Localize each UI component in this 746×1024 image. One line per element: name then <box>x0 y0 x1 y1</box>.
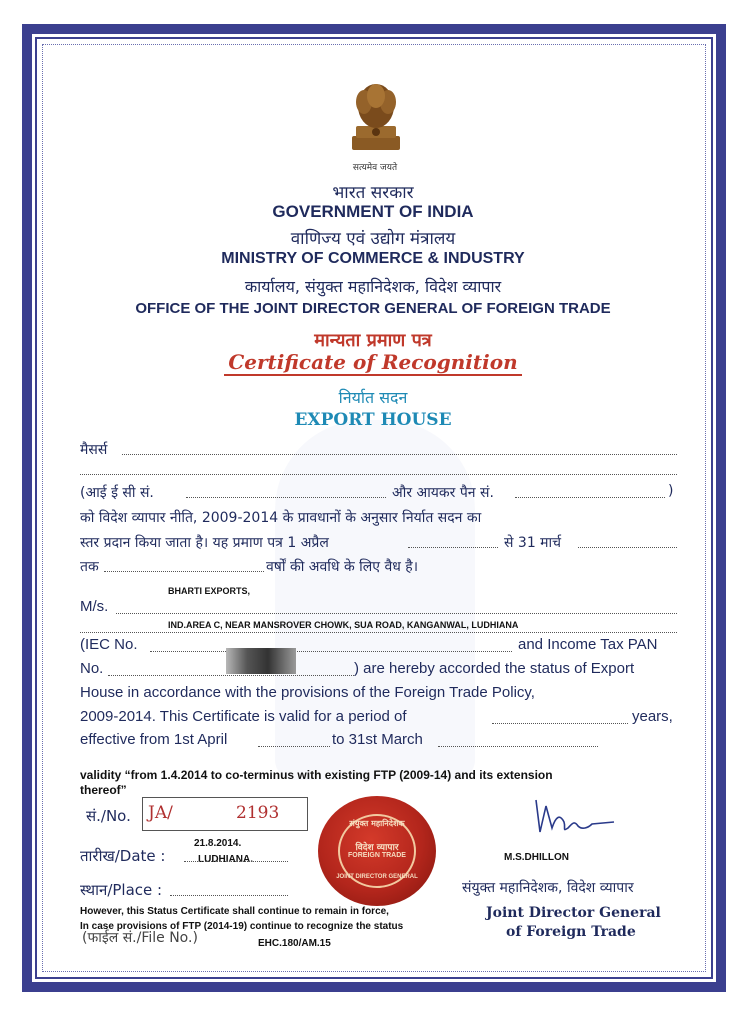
government-title: GOVERNMENT OF INDIA <box>272 202 474 221</box>
seal-mid-english: FOREIGN TRADE <box>348 852 406 859</box>
seal-bottom-text: JOINT DIRECTOR GENERAL <box>336 874 418 880</box>
office-title: OFFICE OF THE JOINT DIRECTOR GENERAL OF FOREIGN TRADE <box>135 300 611 317</box>
wax-seal <box>318 796 436 906</box>
signature-icon <box>530 792 620 842</box>
policy-text: House in accordance with the provisions of the Foreign Trade Policy, <box>80 684 535 701</box>
date-line <box>184 861 288 862</box>
validity-note-line2: thereof” <box>80 783 127 797</box>
firm-name: BHARTI EXPORTS, <box>168 586 251 596</box>
hindi-pan-line <box>515 497 665 498</box>
hindi-pan-label: और आयकर पैन सं. <box>392 485 494 501</box>
march-line <box>438 746 598 747</box>
hindi-validity-start: स्तर प्रदान किया जाता है। यह प्रमाण पत्र 1 अप्रैल <box>80 535 329 551</box>
hindi-policy-line: को विदेश व्यापार नीति, 2009-2014 के प्रावधानों के अनुसार निर्यात सदन का <box>80 510 482 526</box>
status-title: EXPORT HOUSE <box>294 410 452 430</box>
designation-line2: of Foreign Trade <box>506 924 636 940</box>
seal-mid-hindi: विदेश व्यापार <box>355 843 399 853</box>
date-place: LUDHIANA. <box>198 854 253 865</box>
certificate-title <box>0 350 746 374</box>
serial-label: सं./No. <box>86 807 131 825</box>
remain-in-force-note: However, this Status Certificate shall continue to remain in force, <box>80 906 389 917</box>
certificate-title-text: Certificate of Recognition <box>224 350 521 376</box>
emblem-motto: सत्यमेव जयते <box>352 163 398 173</box>
hindi-status-title: निर्यात सदन <box>338 388 408 407</box>
hindi-until-label: तक <box>80 559 99 575</box>
hindi-paren-close: ) <box>668 483 674 499</box>
redacted-pan <box>226 648 296 674</box>
hindi-march-label: से 31 मार्च <box>504 535 562 551</box>
serial-number: 2193 <box>236 803 280 823</box>
to-march-text: to 31st March <box>332 731 423 748</box>
validity-period-text: 2009-2014. This Certificate is valid for a period of <box>80 708 407 725</box>
file-label: (फाईल सं./File No.) <box>82 930 198 946</box>
designation-line1: Joint Director General <box>486 905 661 921</box>
hindi-until-line <box>104 571 264 572</box>
place-label: स्थान/Place : <box>80 881 163 899</box>
accorded-text: ) are hereby accorded the status of Export <box>354 660 635 677</box>
iec-label: (IEC No. <box>80 636 138 653</box>
pan-number-line <box>108 675 354 676</box>
pan-label: and Income Tax PAN <box>518 636 658 653</box>
hindi-messrs-line <box>122 454 677 455</box>
hindi-iec-label: (आई ई सी सं. <box>80 485 154 501</box>
validity-note-line1: validity “from 1.4.2014 to co-terminus with existing FTP (2009-14) and its extension <box>80 768 553 782</box>
date-value: 21.8.2014. <box>194 838 242 849</box>
years-label: years, <box>632 708 673 725</box>
hindi-messrs-label: मैसर्स <box>80 442 108 458</box>
hindi-certificate-title: मान्यता प्रमाण पत्र <box>314 330 432 351</box>
hindi-ministry-title: वाणिज्य एवं उद्योग मंत्रालय <box>290 229 456 249</box>
seal-top-text: संयुक्त महानिदेशक <box>349 819 405 828</box>
address-line <box>80 632 677 633</box>
ms-line <box>116 613 677 614</box>
hindi-government-title: भारत सरकार <box>332 183 414 203</box>
ms-label: M/s. <box>80 598 109 615</box>
national-emblem-icon <box>346 76 406 156</box>
ministry-title: MINISTRY OF COMMERCE & INDUSTRY <box>221 250 525 267</box>
hindi-years-label: वर्षों की अवधि के लिए वैध है। <box>266 559 419 575</box>
years-line <box>492 723 628 724</box>
hindi-march-line <box>578 547 677 548</box>
hindi-april-line <box>408 547 498 548</box>
effective-april-text: effective from 1st April <box>80 731 228 748</box>
hindi-office-title: कार्यालय, संयुक्त महानिदेशक, विदेश व्यापार <box>244 277 502 296</box>
serial-prefix: JA/ <box>148 803 173 823</box>
no-label: No. <box>80 660 104 677</box>
firm-address: IND.AREA C, NEAR MANSROVER CHOWK, SUA ROAD, KANGANWAL, LUDHIANA <box>168 620 519 630</box>
date-label: तारीख/Date : <box>80 847 166 865</box>
place-line <box>170 895 288 896</box>
hindi-designation: संयुक्त महानिदेशक, विदेश व्यापार <box>462 880 634 896</box>
signatory-name: M.S.DHILLON <box>504 852 569 863</box>
file-number: EHC.180/AM.15 <box>258 938 331 949</box>
april-line <box>258 746 330 747</box>
iec-line <box>150 651 512 652</box>
hindi-iec-line <box>186 497 386 498</box>
hindi-blank-line <box>80 474 677 475</box>
ftp-recognition-note: In case provisions of FTP (2014-19) continue to recognize the status <box>80 921 404 932</box>
